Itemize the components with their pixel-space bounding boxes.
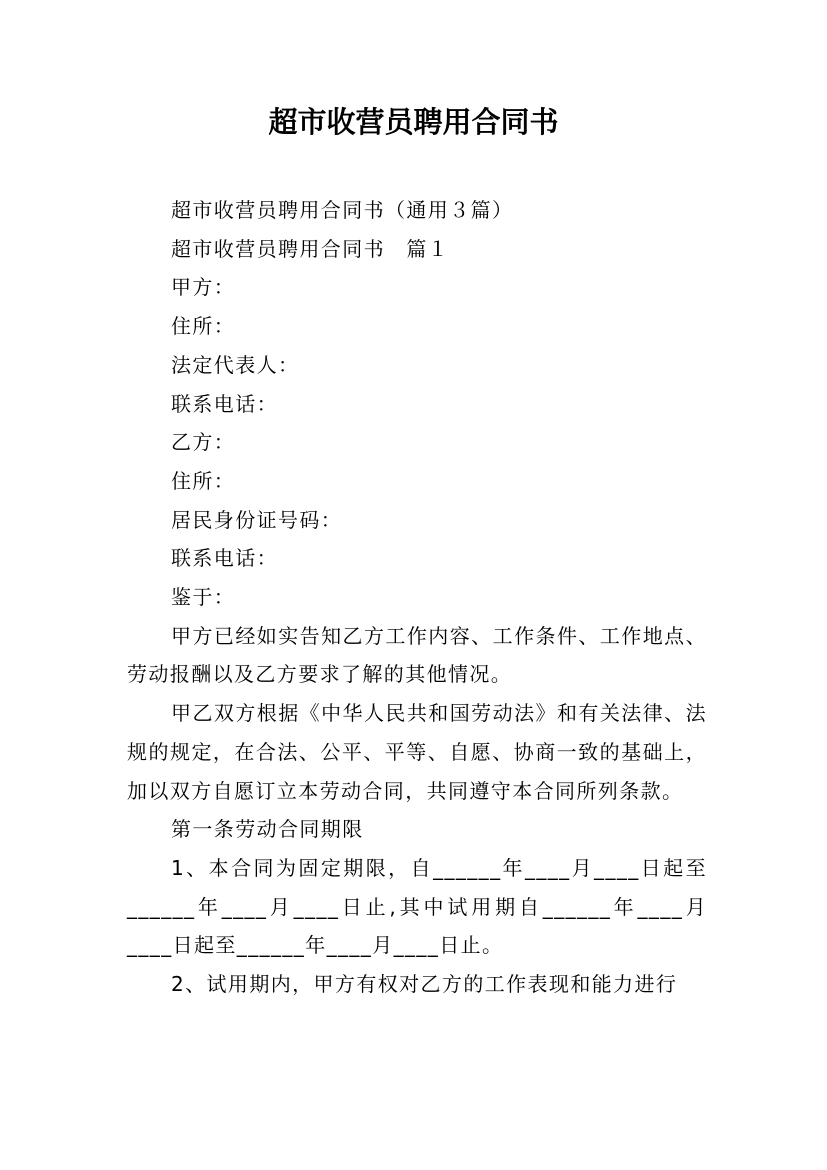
party-a-phone: 联系电话： bbox=[171, 391, 278, 416]
paragraph-probation-clause: 2、试用期内，甲方有权对乙方的工作表现和能力进行 bbox=[171, 972, 678, 997]
document-body bbox=[127, 191, 707, 1004]
article-one-heading: 第一条劳动合同期限 bbox=[171, 817, 364, 842]
party-a-legal-rep: 法定代表人： bbox=[171, 352, 300, 377]
paragraph-term-clause: 1、本合同为固定期限，自______年____月____日起至______年____月____日止,其中试用期自______年____月____日起至______年____月____日止。 bbox=[127, 855, 707, 958]
party-b-label: 乙方： bbox=[171, 430, 236, 455]
paragraph-disclosure: 甲方已经如实告知乙方工作内容、工作条件、工作地点、劳动报酬以及乙方要求了解的其他情况。 bbox=[127, 623, 707, 687]
party-b-address: 住所： bbox=[171, 468, 236, 493]
paragraph-section-heading: 超市收营员聘用合同书 篇１ bbox=[171, 236, 450, 261]
party-a-address: 住所： bbox=[171, 314, 236, 339]
party-a-label: 甲方： bbox=[171, 275, 236, 300]
paragraph-subtitle: 超市收营员聘用合同书（通用３篇） bbox=[171, 198, 514, 222]
paragraph-legal-basis: 甲乙双方根据《中华人民共和国劳动法》和有关法律、法规的规定，在合法、公平、平等、自愿、协商一致的基础上，加以双方自愿订立本劳动合同，共同遵守本合同所列条款。 bbox=[127, 701, 707, 803]
party-b-phone: 联系电话： bbox=[171, 546, 278, 571]
whereas-label: 鉴于： bbox=[171, 585, 236, 610]
document-title: 超市收营员聘用合同书 bbox=[268, 105, 559, 139]
party-b-id-number: 居民身份证号码： bbox=[171, 507, 343, 532]
